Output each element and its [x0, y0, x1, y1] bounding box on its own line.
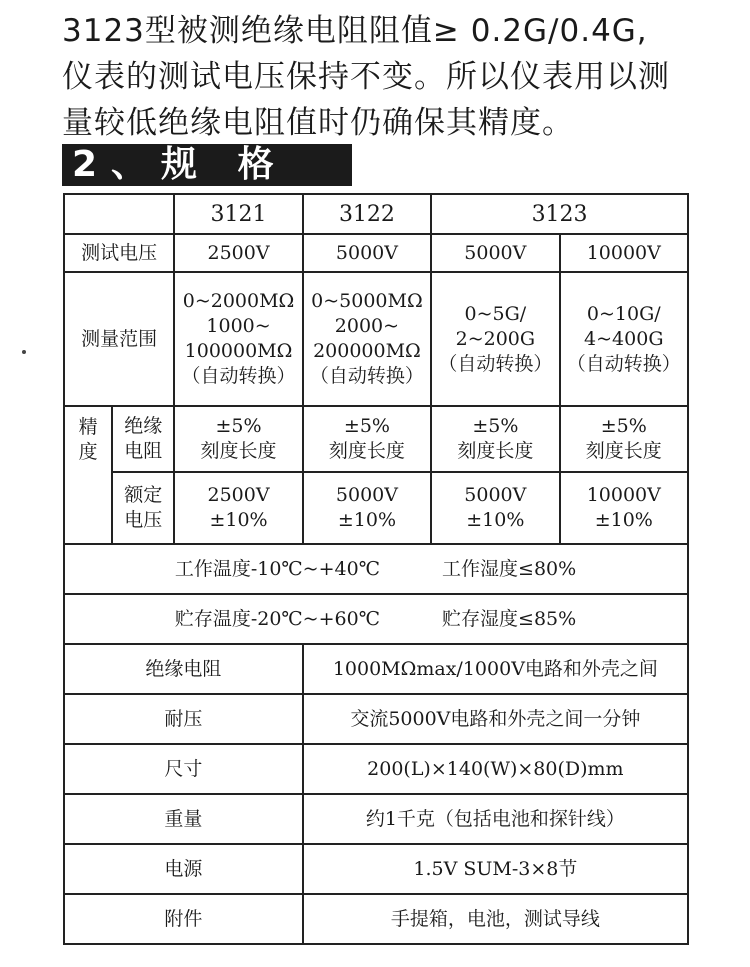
table-cell: 5000V ±10%	[431, 472, 559, 544]
table-cell: 1000MΩmax/1000V电路和外壳之间	[303, 644, 688, 694]
table-row	[64, 472, 688, 544]
table-cell: ±5% 刻度长度	[431, 406, 559, 472]
intro-line-1: 3123型被测绝缘电阻阻值≥ 0.2G/0.4G,	[62, 13, 648, 49]
table-cell: 0~2000MΩ 1000~ 100000MΩ （自动转换）	[174, 272, 302, 406]
table-cell: 0~10G/ 4~400G （自动转换）	[560, 272, 688, 406]
corner-cell	[64, 194, 174, 234]
table-cell: 0~5000MΩ 2000~ 200000MΩ （自动转换）	[303, 272, 431, 406]
model-header: 3123	[431, 194, 688, 234]
row-label: 绝缘电阻	[64, 644, 303, 694]
table-cell: 0~5G/ 2~200G （自动转换）	[431, 272, 559, 406]
row-sublabel: 绝缘 电阻	[112, 406, 174, 472]
table-cell: 2500V	[174, 234, 302, 272]
model-header: 3121	[174, 194, 302, 234]
row-label: 电源	[64, 844, 303, 894]
table-cell: 10000V	[560, 234, 688, 272]
row-sublabel: 额定 电压	[112, 472, 174, 544]
row-label: 精 度	[64, 406, 112, 544]
operating-temp: 工作温度-10℃~+40℃	[174, 557, 380, 580]
table-row	[64, 544, 688, 594]
table-cell: 交流5000V电路和外壳之间一分钟	[303, 694, 688, 744]
table-cell: 5000V	[431, 234, 559, 272]
scan-speck	[22, 350, 26, 354]
table-row	[64, 794, 688, 844]
table-cell: 200(L)×140(W)×80(D)mm	[303, 744, 688, 794]
row-label: 重量	[64, 794, 303, 844]
table-cell: ±5% 刻度长度	[560, 406, 688, 472]
table-row	[64, 644, 688, 694]
table-cell: 10000V ±10%	[560, 472, 688, 544]
table-row	[64, 894, 688, 944]
table-row	[64, 272, 688, 406]
row-label: 尺寸	[64, 744, 303, 794]
row-label: 测量范围	[64, 272, 174, 406]
model-header: 3122	[303, 194, 431, 234]
intro-line-3: 量较低绝缘电阻值时仍确保其精度。	[62, 105, 574, 141]
table-row	[64, 594, 688, 644]
table-cell: 5000V ±10%	[303, 472, 431, 544]
row-label: 附件	[64, 894, 303, 944]
operating-humidity: 工作湿度≤80%	[442, 557, 577, 580]
spec-table	[63, 193, 689, 945]
section-title: 2、规 格	[62, 144, 352, 186]
table-row	[64, 234, 688, 272]
table-cell: 5000V	[303, 234, 431, 272]
row-label: 测试电压	[64, 234, 174, 272]
table-row	[64, 406, 688, 472]
table-cell: 约1千克（包括电池和探针线）	[303, 794, 688, 844]
table-row	[64, 844, 688, 894]
table-cell: ±5% 刻度长度	[303, 406, 431, 472]
table-row	[64, 744, 688, 794]
storage-temp: 贮存温度-20℃~+60℃	[174, 607, 380, 630]
table-cell: 手提箱，电池，测试导线	[303, 894, 688, 944]
operating-conditions	[64, 544, 688, 594]
storage-conditions	[64, 594, 688, 644]
storage-humidity: 贮存湿度≤85%	[442, 607, 577, 630]
table-cell: 2500V ±10%	[174, 472, 302, 544]
table-row	[64, 694, 688, 744]
intro-line-2: 仪表的测试电压保持不变。所以仪表用以测	[62, 59, 670, 95]
row-label: 耐压	[64, 694, 303, 744]
intro-paragraph	[62, 8, 702, 146]
table-cell: 1.5V SUM-3×8节	[303, 844, 688, 894]
table-cell: ±5% 刻度长度	[174, 406, 302, 472]
table-row	[64, 194, 688, 234]
